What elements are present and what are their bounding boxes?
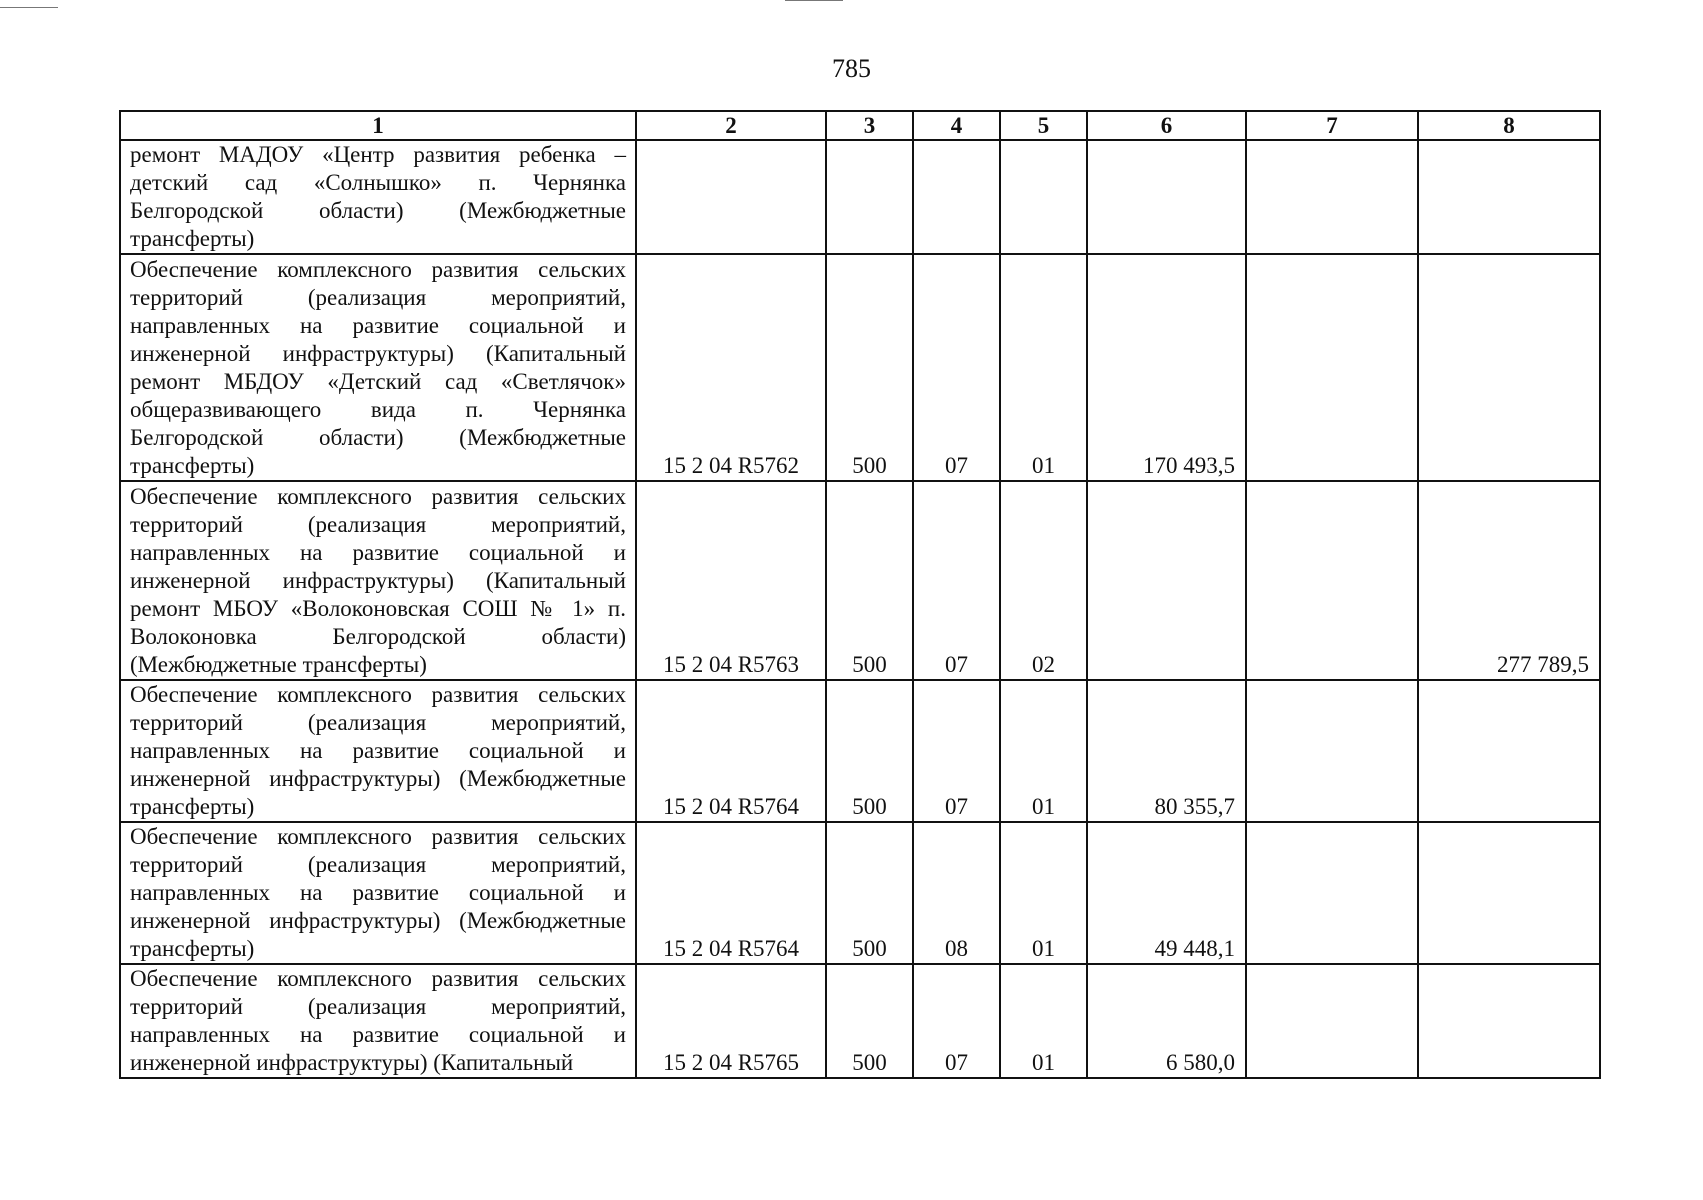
row-col-8 [1418,680,1600,822]
row-col-4: 07 [913,680,1000,822]
row-col-5: 01 [1000,822,1087,964]
header-row [120,111,1600,140]
row-col-4 [913,140,1000,254]
table-row [120,481,1600,680]
row-col-7 [1246,140,1418,254]
budget-table [119,110,1601,1079]
row-col-7 [1246,254,1418,481]
row-code: 15 2 04 R5765 [636,964,826,1078]
table-row [120,254,1600,481]
row-col-4: 07 [913,254,1000,481]
row-description: Обеспечение комплексного развития сельских территорий (реализация мероприятий, направленных на развитие социальной и инженерной инфраструктуры) (Капитальный [120,964,636,1078]
column-header: 5 [1000,111,1087,140]
column-header: 3 [826,111,913,140]
row-col-3: 500 [826,254,913,481]
row-code: 15 2 04 R5762 [636,254,826,481]
row-col-6: 6 580,0 [1087,964,1246,1078]
column-header: 6 [1087,111,1246,140]
table-row [120,680,1600,822]
scan-edge-mark [785,0,843,1]
page-number: 785 [832,54,871,83]
row-col-5: 02 [1000,481,1087,680]
row-description: Обеспечение комплексного развития сельских территорий (реализация мероприятий, направленных на развитие социальной и инженерной инфраструктуры) (Капитальный ремонт МБДОУ «Детский сад «Светлячок» общеразвивающего вида п. Чернянка Белгородской области) (Межбюджетные трансферты) [120,254,636,481]
row-col-4: 08 [913,822,1000,964]
row-col-8 [1418,964,1600,1078]
column-header: 7 [1246,111,1418,140]
column-header: 1 [120,111,636,140]
row-col-6 [1087,140,1246,254]
row-col-5: 01 [1000,964,1087,1078]
scan-edge-mark [0,7,58,8]
row-col-5: 01 [1000,254,1087,481]
row-description: ремонт МАДОУ «Центр развития ребенка – детский сад «Солнышко» п. Чернянка Белгородской области) (Межбюджетные трансферты) [120,140,636,254]
row-col-8: 277 789,5 [1418,481,1600,680]
table-row [120,964,1600,1078]
row-col-5 [1000,140,1087,254]
row-col-3: 500 [826,481,913,680]
row-col-6: 170 493,5 [1087,254,1246,481]
row-col-3 [826,140,913,254]
table-row [120,140,1600,254]
row-col-6: 49 448,1 [1087,822,1246,964]
row-description: Обеспечение комплексного развития сельских территорий (реализация мероприятий, направленных на развитие социальной и инженерной инфраструктуры) (Межбюджетные трансферты) [120,822,636,964]
row-col-4: 07 [913,964,1000,1078]
row-col-4: 07 [913,481,1000,680]
row-col-5: 01 [1000,680,1087,822]
column-header: 4 [913,111,1000,140]
row-col-7 [1246,680,1418,822]
row-col-8 [1418,140,1600,254]
row-col-6: 80 355,7 [1087,680,1246,822]
table-row [120,822,1600,964]
row-col-3: 500 [826,822,913,964]
row-col-7 [1246,481,1418,680]
row-description: Обеспечение комплексного развития сельских территорий (реализация мероприятий, направленных на развитие социальной и инженерной инфраструктуры) (Межбюджетные трансферты) [120,680,636,822]
row-col-3: 500 [826,680,913,822]
row-col-7 [1246,964,1418,1078]
row-description: Обеспечение комплексного развития сельских территорий (реализация мероприятий, направленных на развитие социальной и инженерной инфраструктуры) (Капитальный ремонт МБОУ «Волоконовская СОШ № 1» п. Волоконовка Белгородской области) (Межбюджетные трансферты) [120,481,636,680]
row-col-7 [1246,822,1418,964]
row-col-8 [1418,254,1600,481]
row-col-3: 500 [826,964,913,1078]
column-header: 8 [1418,111,1600,140]
row-col-8 [1418,822,1600,964]
column-header: 2 [636,111,826,140]
row-code [636,140,826,254]
row-col-6 [1087,481,1246,680]
row-code: 15 2 04 R5764 [636,680,826,822]
row-code: 15 2 04 R5763 [636,481,826,680]
row-code: 15 2 04 R5764 [636,822,826,964]
